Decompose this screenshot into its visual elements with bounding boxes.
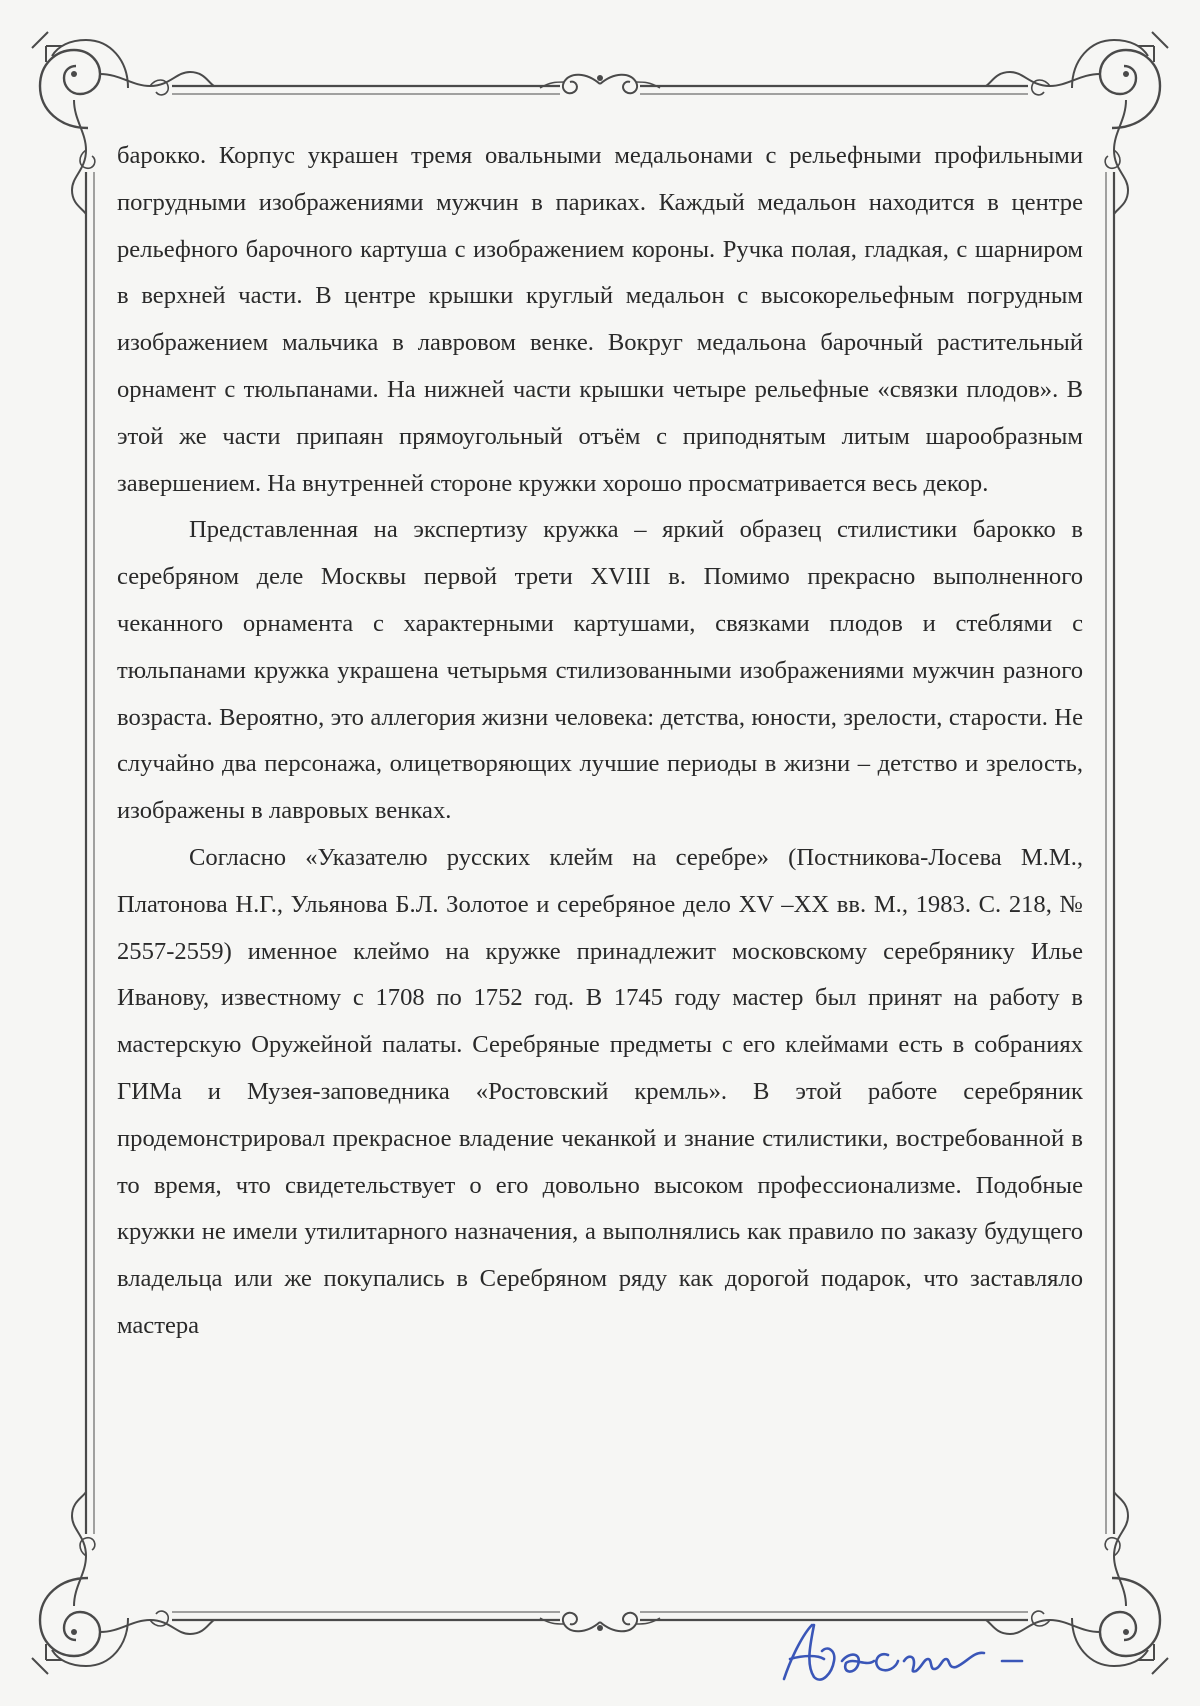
corner-bottom-left <box>32 1492 214 1674</box>
top-center-ornament <box>540 75 660 94</box>
bottom-center-ornament <box>540 1613 660 1632</box>
handwritten-signature <box>770 1615 1060 1695</box>
paragraph: Согласно «Указателю русских клейм на серебре» (Постникова-Лосева М.М., Платонова Н.Г., Ульянова Б.Л. Золотое и серебряное дело XV –XX вв. М., 1983. С. 218, № 2557-2559) именное клеймо на кружке принадлежит московскому серебрянику Илье Иванову, известному с 1708 по 1752 год. В 1745 году мастер был принят на работу в мастерскую Оружейной палаты. Серебряные предметы с его клеймами есть в собраниях ГИМа и Музея-заповедника «Ростовский кремль». В этой работе серебряник продемонстрировал прекрасное владение чеканкой и знание стилистики, востребованной в то время, что свидетельствует о его довольно высоком профессионализме. Подобные кружки не имели утилитарного назначения, а выполнялись как правило по заказу будущего владельца или же покупались в Серебряном ряду как дорогой подарок, что заставляло мастера <box>117 843 1083 1339</box>
paragraph: Представленная на экспертизу кружка – яркий образец стилистики барокко в серебряном деле Москвы первой трети XVIII в. Помимо прекрасно выполненного чеканного орнамента с характерными картушами, связками плодов и стеблями с тюльпанами кружка украшена четырьмя стилизованными изображениями мужчин разного возраста. Вероятно, это аллегория жизни человека: детства, юности, зрелости, старости. Не случайно два персонажа, олицетворяющих лучшие периоды в жизни – детство и зрелость, изображены в лавровых венках. <box>117 516 1083 825</box>
document-body <box>117 133 1083 1350</box>
paragraph: барокко. Корпус украшен тремя овальными медальонами с рельефными профильными погрудными изображениями мужчин в париках. Каждый медальон находится в центре рельефного барочного картуша с изображением короны. Ручка полая, гладкая, с шарниром в верхней части. В центре крышки круглый медальон с высокорельефным погрудным изображением мальчика в лавровом венке. Вокруг медальона барочный растительный орнамент с тюльпанами. На нижней части крышки четыре рельефные «связки плодов». В этой же части припаян прямоугольный отъём с приподнятым литым шарообразным завершением. На внутренней стороне кружки хорошо просматривается весь декор. <box>117 142 1083 497</box>
